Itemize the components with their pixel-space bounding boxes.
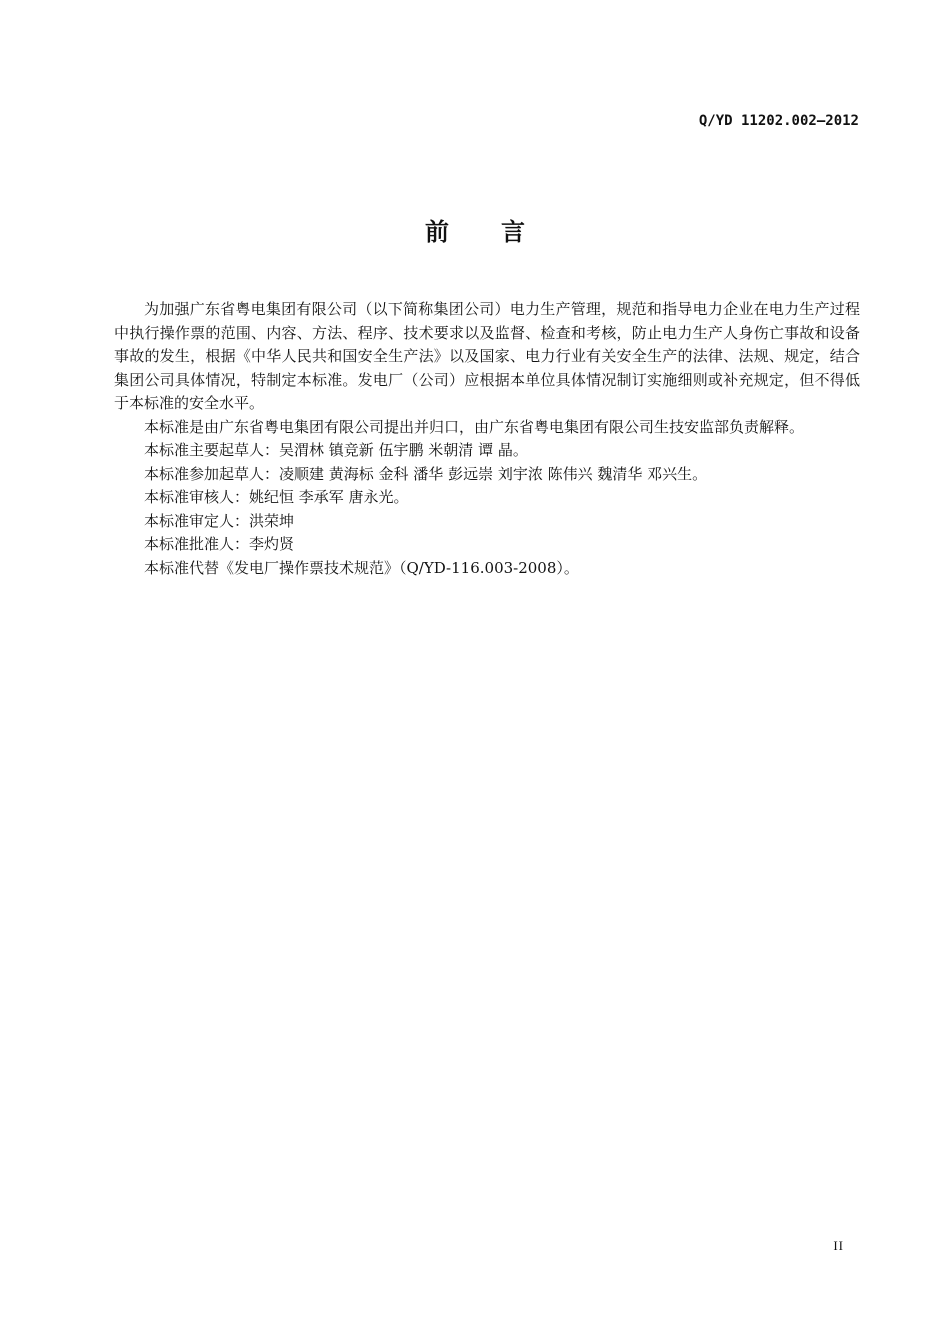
title-char-2: 言 xyxy=(501,218,525,246)
foreword-body xyxy=(114,298,860,580)
paragraph-proposer: 本标准是由广东省粤电集团有限公司提出并归口，由广东省粤电集团有限公司生技安监部负责解释。 xyxy=(144,417,805,436)
paragraph-examiner: 本标准审定人：洪荣坤 xyxy=(144,511,295,530)
paragraph-purpose: 为加强广东省粤电集团有限公司（以下简称集团公司）电力生产管理，规范和指导电力企业在电力生产过程中执行操作票的范围、内容、方法、程序、技术要求以及监督、检查和考核，防止电力生产人身伤亡事故和设备事故的发生，根据《中华人民共和国安全生产法》以及国家、电力行业有关安全生产的法律、法规、规定，结合集团公司具体情况，特制定本标准。发电厂（公司）应根据本单位具体情况制订实施细则或补充规定，但不得低于本标准的安全水平。 xyxy=(114,300,860,412)
document-code: Q/YD 11202.002—2012 xyxy=(698,113,859,129)
page-number: II xyxy=(833,1238,844,1253)
paragraph-reviewers: 本标准审核人：姚纪恒 李承军 唐永光。 xyxy=(144,488,409,506)
title-char-1: 前 xyxy=(425,218,449,246)
paragraph-replaces: 本标准代替《发电厂操作票技术规范》（Q/YD-116.003-2008）。 xyxy=(144,558,579,577)
paragraph-approver: 本标准批准人：李灼贤 xyxy=(144,535,295,553)
paragraph-participating-drafters: 本标准参加起草人：凌顺建 黄海标 金科 潘华 彭远崇 刘宇浓 陈伟兴 魏清华 邓兴生。 xyxy=(144,464,708,483)
page-title xyxy=(0,212,950,247)
paragraph-main-drafters: 本标准主要起草人：吴渭林 镇竞新 伍宇鹏 米朝清 谭 晶。 xyxy=(144,441,528,459)
